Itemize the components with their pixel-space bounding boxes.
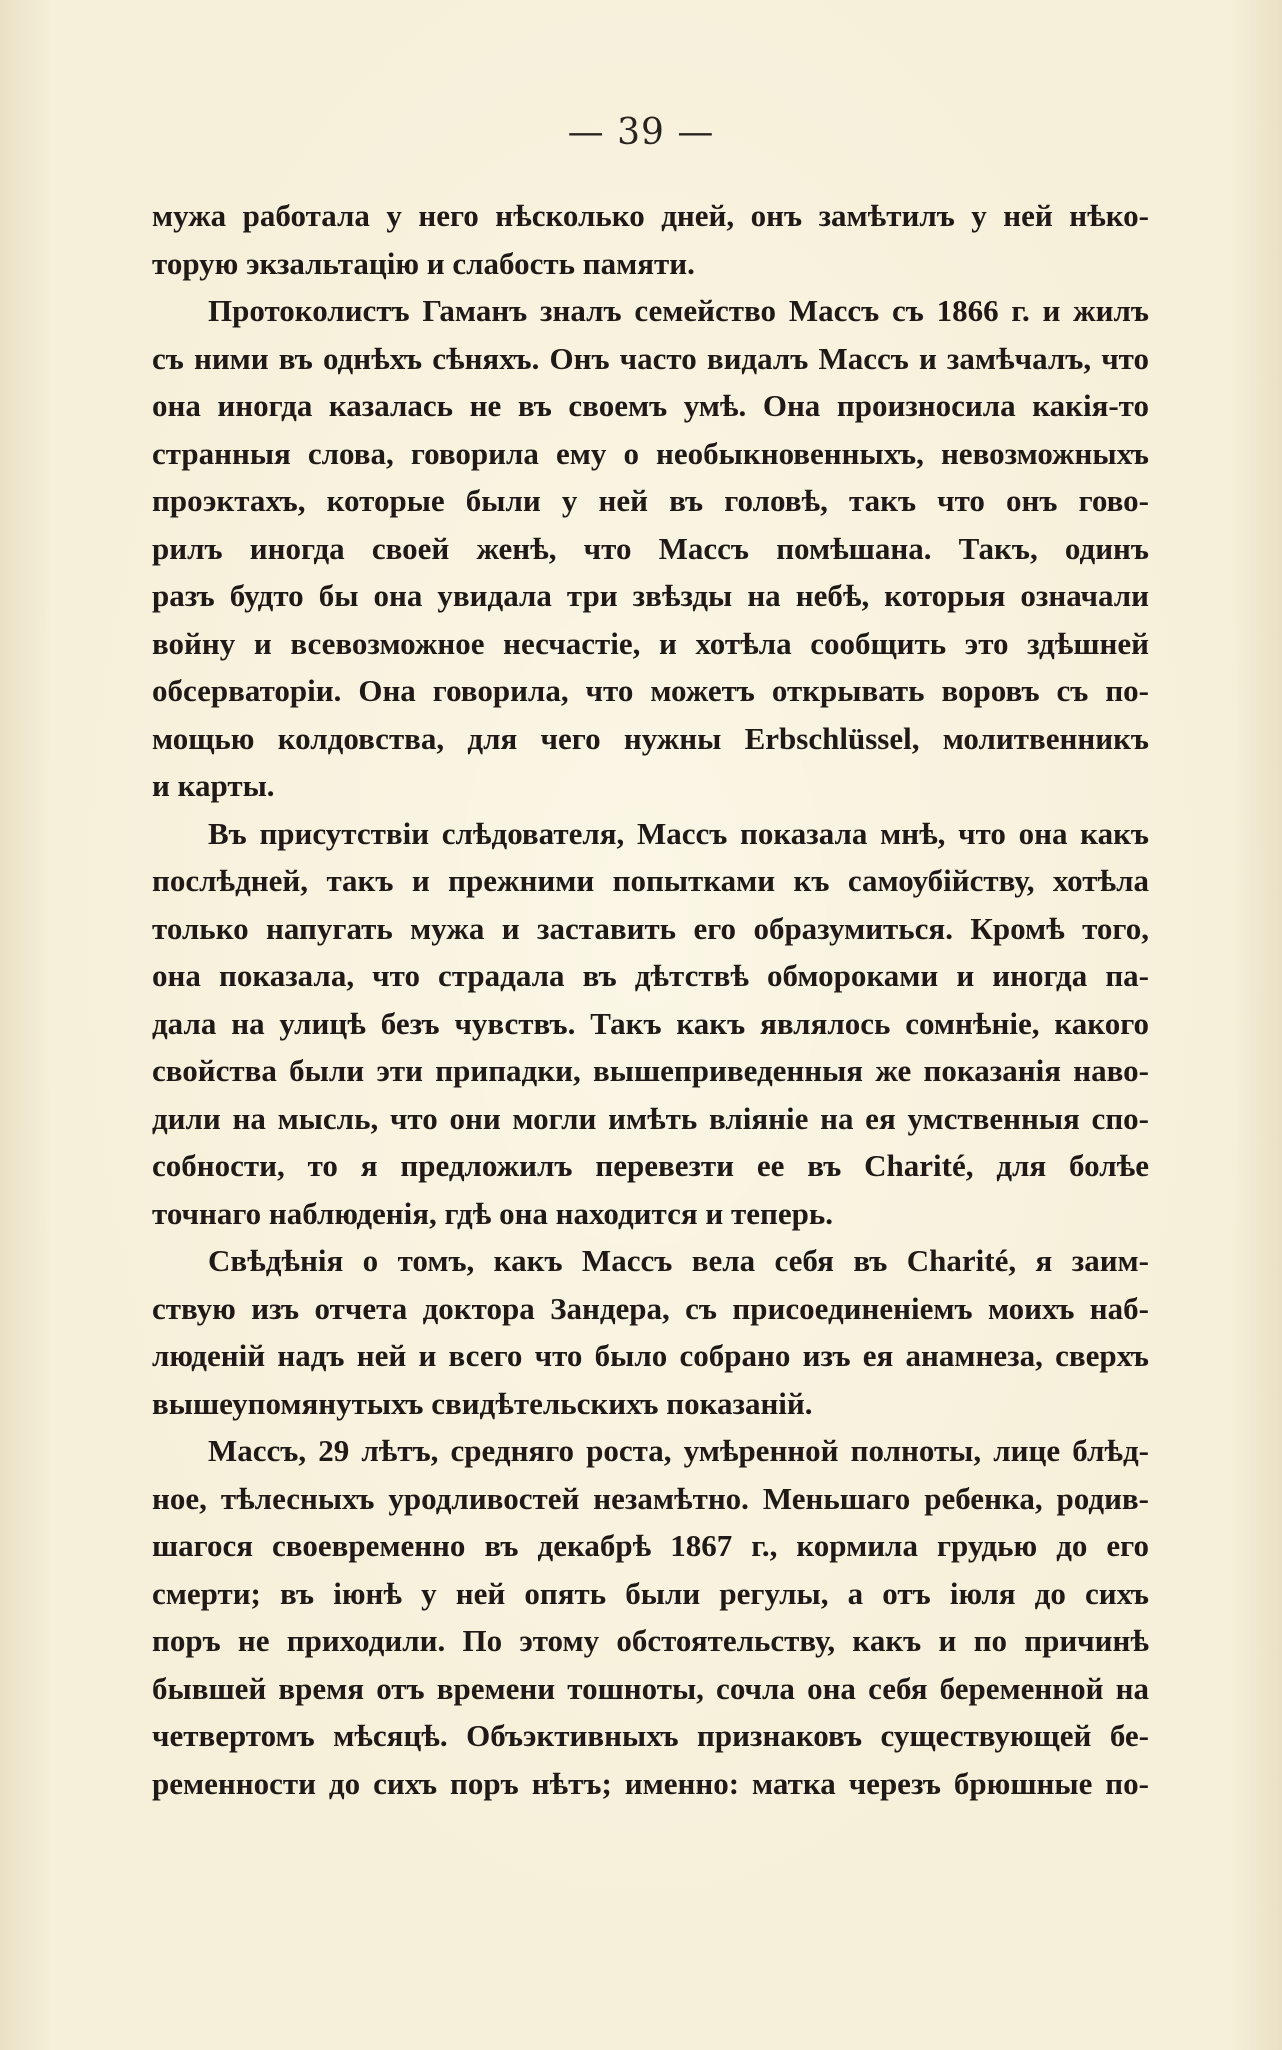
text-line: четвертомъ мѣсяцѣ. Объэктивныхъ признаковъ существующей бе- bbox=[152, 1718, 1149, 1753]
body-text bbox=[152, 192, 1149, 1807]
text-line: Массъ, 29 лѣтъ, средняго роста, умѣренной полноты, лице блѣд- bbox=[208, 1433, 1149, 1468]
text-line: Протоколистъ Гаманъ зналъ семейство Массъ съ 1866 г. и жилъ bbox=[208, 293, 1149, 328]
text-line: странныя слова, говорила ему о необыкновенныхъ, невозможныхъ bbox=[152, 435, 1149, 471]
paragraph bbox=[152, 1237, 1149, 1427]
text-line: дала на улицѣ безъ чувствъ. Такъ какъ являлось сомнѣніе, какого bbox=[152, 1005, 1149, 1041]
text-line: дили на мысль, что они могли имѣть вліяніе на ея умственныя спо- bbox=[152, 1100, 1149, 1136]
text-line: мужа работала у него нѣсколько дней, онъ замѣтилъ у ней нѣко- bbox=[152, 198, 1149, 233]
text-line: и карты. bbox=[152, 768, 275, 803]
text-line: ствую изъ отчета доктора Зандера, съ присоединеніемъ моихъ наб- bbox=[152, 1290, 1149, 1326]
text-line: собности, то я предложилъ перевезти ее въ Charité, для болѣе bbox=[152, 1148, 1149, 1183]
text-line: войну и всевозможное несчастіе, и хотѣла сообщить это здѣшней bbox=[152, 625, 1149, 661]
text-line: люденій надъ ней и всего что было собрано изъ ея анамнеза, сверхъ bbox=[152, 1338, 1149, 1373]
text-line: точнаго наблюденія, гдѣ она находится и теперь. bbox=[152, 1195, 834, 1231]
text-line: Свѣдѣнія о томъ, какъ Массъ вела себя въ Charité, я заим- bbox=[208, 1243, 1149, 1278]
text-line: обсерваторіи. Она говорила, что можетъ открывать воровъ съ по- bbox=[152, 673, 1149, 708]
text-line: она иногда казалась не въ своемъ умѣ. Она произносила какія-то bbox=[152, 388, 1149, 423]
text-line: послѣдней, такъ и прежними попытками къ самоубійству, хотѣла bbox=[152, 863, 1149, 898]
text-line: ременности до сихъ поръ нѣтъ; именно: матка черезъ брюшные по- bbox=[152, 1765, 1149, 1801]
text-line: поръ не приходили. По этому обстоятельству, какъ и по причинѣ bbox=[152, 1623, 1149, 1658]
paragraph bbox=[152, 192, 1149, 287]
text-line: разъ будто бы она увидала три звѣзды на небѣ, которыя означали bbox=[152, 578, 1149, 613]
text-line: она показала, что страдала въ дѣтствѣ обмороками и иногда па- bbox=[152, 958, 1149, 993]
text-line: свойства были эти припадки, вышеприведенныя же показанія наво- bbox=[152, 1053, 1149, 1088]
text-line: проэктахъ, которые были у ней въ головѣ, такъ что онъ гово- bbox=[152, 483, 1149, 518]
text-line: съ ними въ однѣхъ сѣняхъ. Онъ часто видалъ Массъ и замѣчалъ, что bbox=[152, 340, 1149, 376]
text-line: вышеупомянутыхъ свидѣтельскихъ показаній. bbox=[152, 1385, 813, 1421]
text-line: рилъ иногда своей женѣ, что Массъ помѣшана. Такъ, одинъ bbox=[152, 530, 1149, 566]
text-line: Въ присутствіи слѣдователя, Массъ показала мнѣ, что она какъ bbox=[208, 815, 1149, 851]
paragraph bbox=[152, 810, 1149, 1238]
text-line: торую экзальтацію и слабость памяти. bbox=[152, 245, 695, 281]
paragraph bbox=[152, 287, 1149, 810]
text-line: бывшей время отъ времени тошноты, сочла она себя беременной на bbox=[152, 1670, 1149, 1706]
page-number: — 39 — bbox=[567, 112, 715, 153]
text-line: смерти; въ іюнѣ у ней опять были регулы, а отъ іюля до сихъ bbox=[152, 1575, 1149, 1611]
text-line: мощью колдовства, для чего нужны Erbschlüssel, молитвенникъ bbox=[152, 720, 1149, 756]
text-line: ное, тѣлесныхъ уродливостей незамѣтно. Меньшаго ребенка, родив- bbox=[152, 1480, 1149, 1516]
paragraph bbox=[152, 1427, 1149, 1807]
text-line: шагося своевременно въ декабрѣ 1867 г., кормила грудью до его bbox=[152, 1528, 1149, 1563]
text-line: только напугать мужа и заставить его образумиться. Кромѣ того, bbox=[152, 910, 1149, 946]
